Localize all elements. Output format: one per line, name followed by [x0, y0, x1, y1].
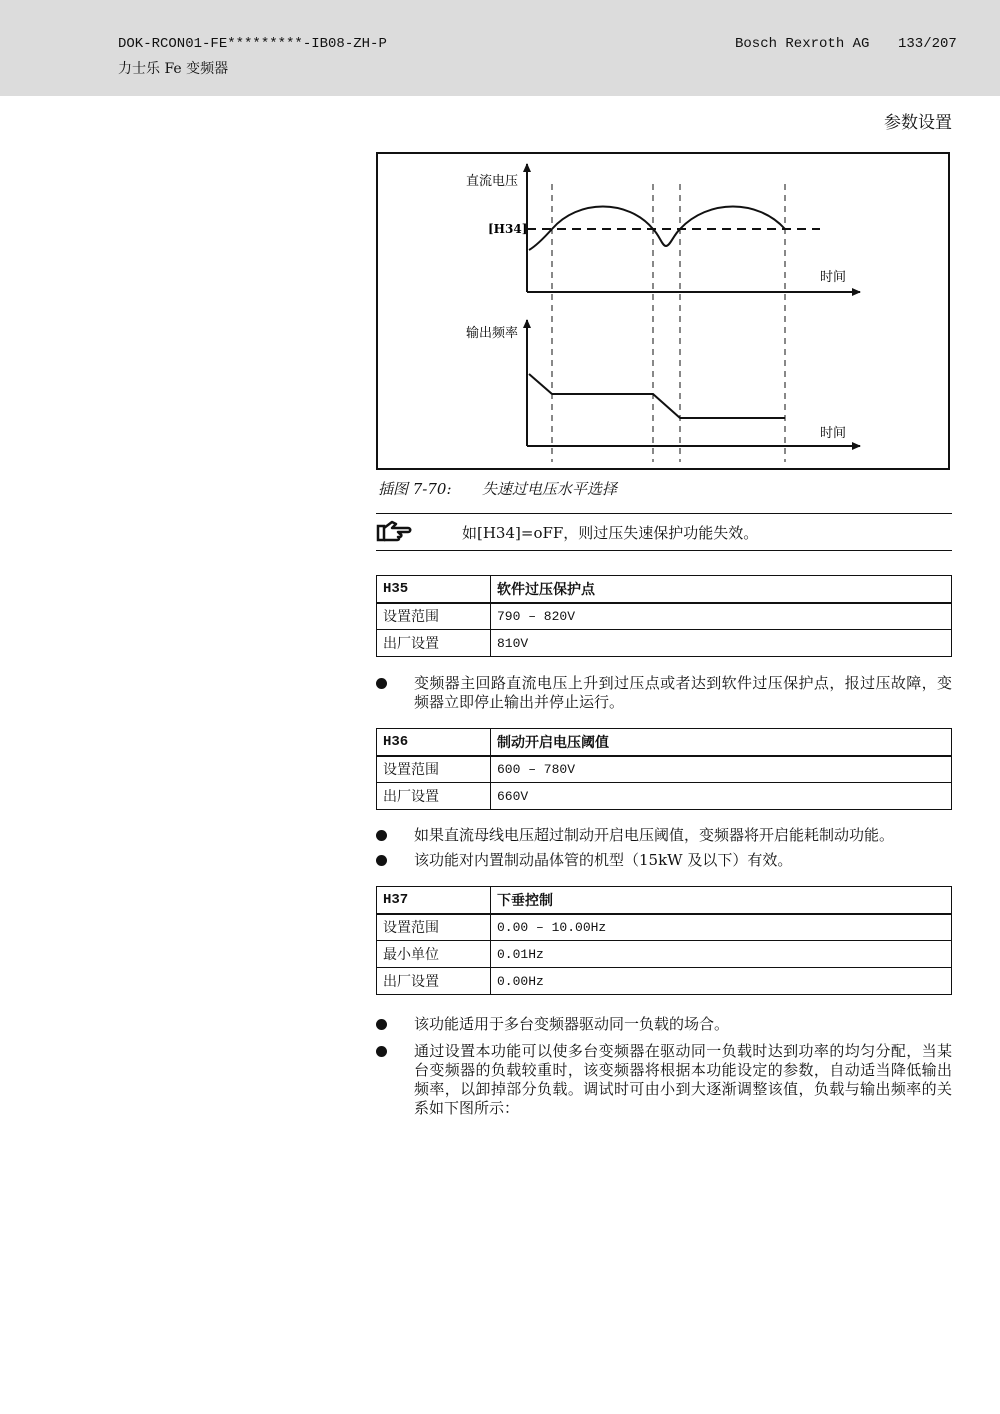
timing-diagram [378, 154, 952, 472]
row-value: 0.00Hz [491, 968, 952, 995]
parameter-table-h36 [376, 728, 952, 810]
param-code: H37 [377, 887, 491, 914]
table-row [377, 941, 952, 968]
bottom-y-label: 输出频率 [466, 326, 519, 341]
param-name: 制动开启电压阈值 [491, 729, 952, 756]
section-title: 参数设置 [884, 113, 952, 133]
bullet-dot [376, 678, 387, 689]
row-label: 设置范围 [377, 756, 491, 783]
row-label: 出厂设置 [377, 630, 491, 657]
param-name: 软件过压保护点 [491, 576, 952, 603]
pointing-hand-icon [376, 518, 412, 544]
table-row [377, 914, 952, 941]
page-number: 133/207 [898, 36, 957, 52]
bullet-dot [376, 1046, 387, 1057]
bullet-text: 如果直流母线电压超过制动开启电压阈值，变频器将开启能耗制动功能。 [414, 826, 895, 844]
table-row [377, 756, 952, 783]
row-label: 出厂设置 [377, 968, 491, 995]
product-name: 力士乐 Fe 变频器 [118, 61, 229, 77]
row-label: 最小单位 [377, 941, 491, 968]
top-y-label: 直流电压 [466, 174, 519, 189]
figure-caption [378, 478, 618, 499]
table-header-row [377, 887, 952, 914]
param-code: H36 [377, 729, 491, 756]
bullet-text: 通过设置本功能可以使多台变频器在驱动同一负载时达到功率的均匀分配，当某台变频器的负载较重时，该变频器将根据本功能设定的参数，自动适当降低输出频率，以卸掉部分负载。调试时可由小到大逐渐调整该值，负载与输出频率的关系如下图所示： [414, 1042, 952, 1117]
row-value: 0.00 – 10.00Hz [491, 914, 952, 941]
table-row [377, 630, 952, 657]
table-row [377, 968, 952, 995]
threshold-label: [H34] [488, 222, 528, 236]
row-label: 设置范围 [377, 914, 491, 941]
time-marker-lines [552, 184, 785, 462]
company-name: Bosch Rexroth AG [735, 36, 870, 52]
caption-text: 失速过电压水平选择 [482, 480, 618, 498]
table-row [377, 603, 952, 630]
row-value: 660V [491, 783, 952, 810]
output-frequency-curve [529, 374, 785, 418]
param-code: H35 [377, 576, 491, 603]
bullet-dot [376, 830, 387, 841]
row-value: 810V [491, 630, 952, 657]
row-label: 设置范围 [377, 603, 491, 630]
top-x-label: 时间 [820, 270, 847, 285]
param-name: 下垂控制 [491, 887, 952, 914]
figure-frame [376, 152, 950, 470]
caption-number: 插图 7-70: [378, 480, 452, 498]
note-text: 如[H34]=oFF，则过压失速保护功能失效。 [462, 524, 759, 542]
row-value: 790 – 820V [491, 603, 952, 630]
document-id: DOK-RCON01-FE*********-IB08-ZH-P [118, 36, 387, 52]
parameter-table-h37 [376, 886, 952, 995]
row-value: 600 – 780V [491, 756, 952, 783]
bottom-x-label: 时间 [820, 426, 847, 441]
table-header-row [377, 576, 952, 603]
bullet-dot [376, 1019, 387, 1030]
bullet-dot [376, 855, 387, 866]
table-row [377, 783, 952, 810]
row-label: 出厂设置 [377, 783, 491, 810]
note-box [376, 513, 952, 551]
parameter-table-h35 [376, 575, 952, 657]
table-header-row [377, 729, 952, 756]
bullet-text: 该功能对内置制动晶体管的机型（15kW 及以下）有效。 [414, 851, 793, 869]
bullet-text: 变频器主回路直流电压上升到过压点或者达到软件过压保护点，报过压故障，变频器立即停止输出并停止运行。 [414, 674, 952, 711]
dc-voltage-curve [529, 207, 785, 251]
row-value: 0.01Hz [491, 941, 952, 968]
bullet-text: 该功能适用于多台变频器驱动同一负载的场合。 [414, 1015, 730, 1033]
page-header [0, 0, 1000, 96]
